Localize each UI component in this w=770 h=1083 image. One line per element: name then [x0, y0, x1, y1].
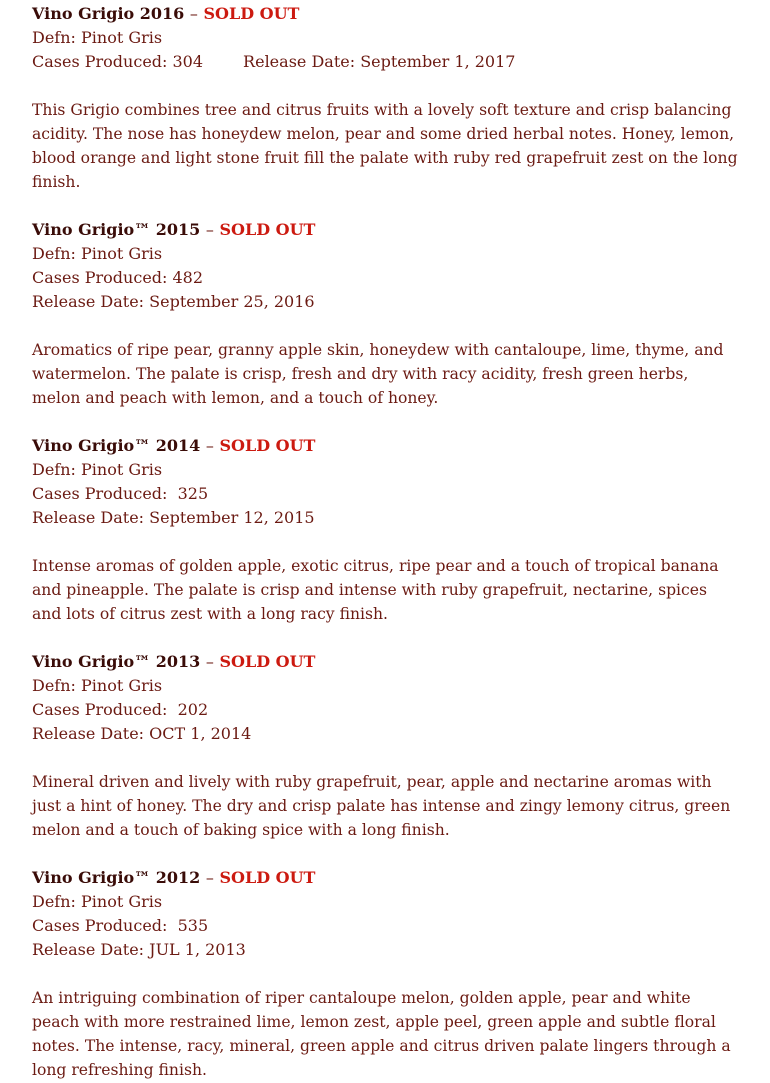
wine-defn: Defn: Pinot Gris	[32, 244, 163, 263]
wine-defn: Defn: Pinot Gris	[32, 460, 163, 479]
dash-separator: –	[205, 652, 214, 671]
sold-out-badge: SOLD OUT	[219, 868, 316, 887]
dash-separator: –	[205, 436, 214, 455]
wine-heading	[32, 434, 738, 458]
dash-separator: –	[205, 868, 214, 887]
wine-defn: Defn: Pinot Gris	[32, 892, 163, 911]
wine-release: Release Date: September 12, 2015	[32, 508, 315, 527]
wine-description: Aromatics of ripe pear, granny apple skin, honeydew with cantaloupe, lime, thyme, and watermelon. The palate is crisp, fresh and dry with racy acidity, fresh green herbs, melon and peach with lemon, and a touch of honey.	[32, 341, 724, 407]
wine-defn: Defn: Pinot Gris	[32, 28, 163, 47]
wine-cases-release-line	[32, 50, 738, 74]
sold-out-badge: SOLD OUT	[219, 436, 316, 455]
wine-heading	[32, 218, 738, 242]
wine-entry-2013	[32, 650, 738, 842]
wine-name: Vino Grigio™ 2012	[32, 868, 201, 887]
wine-entry-2016	[32, 2, 738, 194]
wine-description: Intense aromas of golden apple, exotic citrus, ripe pear and a touch of tropical banana and pineapple. The palate is crisp and intense with ruby grapefruit, nectarine, spices and lots of citrus zest with a long racy finish.	[32, 557, 719, 623]
dash-separator: –	[205, 220, 214, 239]
wine-cases: Cases Produced: 202	[32, 700, 209, 719]
wine-release: Release Date: JUL 1, 2013	[32, 940, 246, 959]
wine-name: Vino Grigio™ 2013	[32, 652, 201, 671]
wine-entry-2014	[32, 434, 738, 626]
wine-heading	[32, 866, 738, 890]
wine-name: Vino Grigio™ 2014	[32, 436, 201, 455]
sold-out-badge: SOLD OUT	[203, 4, 300, 23]
wine-name: Vino Grigio 2016	[32, 4, 185, 23]
wine-cases: Cases Produced: 482	[32, 268, 204, 287]
dash-separator: –	[189, 4, 198, 23]
wine-name: Vino Grigio™ 2015	[32, 220, 201, 239]
wine-cases: Cases Produced: 304	[32, 52, 204, 71]
wine-entry-2015	[32, 218, 738, 410]
wine-description: This Grigio combines tree and citrus fruits with a lovely soft texture and crisp balancing acidity. The nose has honeydew melon, pear and some dried herbal notes. Honey, lemon, blood orange and light stone fruit fill the palate with ruby red grapefruit zest on the long finish.	[32, 101, 738, 191]
wine-entry-2012	[32, 866, 738, 1082]
sold-out-badge: SOLD OUT	[219, 652, 316, 671]
wine-release: Release Date: September 25, 2016	[32, 292, 315, 311]
wine-description: Mineral driven and lively with ruby grapefruit, pear, apple and nectarine aromas with just a hint of honey. The dry and crisp palate has intense and zingy lemony citrus, green melon and a touch of baking spice with a long finish.	[32, 773, 731, 839]
wine-cases: Cases Produced: 535	[32, 916, 209, 935]
sold-out-badge: SOLD OUT	[219, 220, 316, 239]
wine-release: Release Date: OCT 1, 2014	[32, 724, 252, 743]
wine-defn: Defn: Pinot Gris	[32, 676, 163, 695]
wine-release: Release Date: September 1, 2017	[243, 52, 516, 71]
wine-cases: Cases Produced: 325	[32, 484, 209, 503]
wine-description: An intriguing combination of riper cantaloupe melon, golden apple, pear and white peach with more restrained lime, lemon zest, apple peel, green apple and subtle floral notes. The intense, racy, mineral, green apple and citrus driven palate lingers through a long refreshing finish.	[32, 989, 731, 1079]
wine-heading	[32, 2, 738, 26]
wine-heading	[32, 650, 738, 674]
